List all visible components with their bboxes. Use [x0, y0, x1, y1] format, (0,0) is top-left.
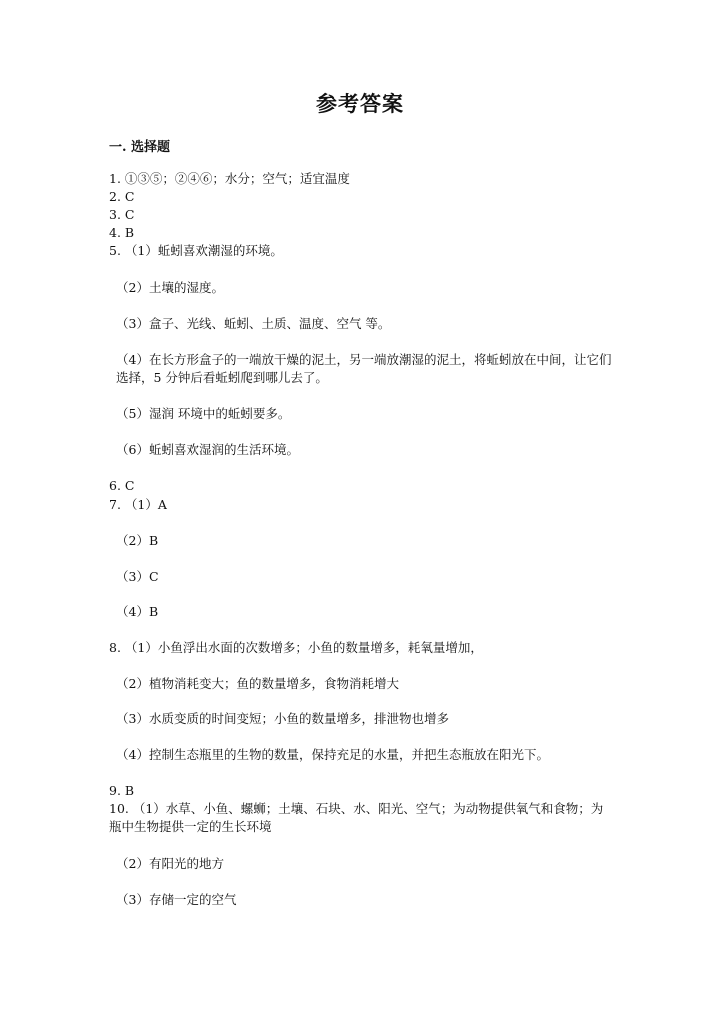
answer-line: （5）湿润 环境中的蚯蚓要多。 — [116, 406, 291, 421]
answer-line: 4. B — [109, 225, 135, 240]
answer-line: （2）B — [116, 533, 159, 548]
answer-line: 2. C — [109, 189, 135, 204]
answer-line: 6. C — [109, 478, 135, 493]
answer-line: （3）水质变质的时间变短；小鱼的数量增多，排泄物也增多 — [116, 711, 449, 726]
answer-line: 9. B — [109, 783, 135, 798]
answer-line: （3）盒子、光线、蚯蚓、土质、温度、空气 等。 — [116, 316, 391, 331]
answer-line: （3）C — [116, 569, 159, 584]
answer-line: 10. （1）水草、小鱼、螺蛳；土壤、石块、水、阳光、空气；为动物提供氧气和食物；为瓶中生物提供一定的生长环境 — [109, 801, 604, 834]
answer-line: 5. （1）蚯蚓喜欢潮湿的环境。 — [109, 243, 283, 258]
answer-line: （2）植物消耗变大；鱼的数量增多，食物消耗增大 — [116, 676, 399, 691]
answer-line: 7. （1）A — [109, 497, 167, 512]
answer-line: （3）存储一定的空气 — [116, 892, 237, 907]
answer-line: （6）蚯蚓喜欢湿润的生活环境。 — [116, 442, 299, 457]
answer-line: （4）在长方形盒子的一端放干燥的泥土，另一端放潮湿的泥土，将蚯蚓放在中间，让它们选择，5 分钟后看蚯蚓爬到哪儿去了。 — [116, 352, 612, 385]
answer-line: （4）控制生态瓶里的生物的数量，保持充足的水量，并把生态瓶放在阳光下。 — [116, 747, 549, 762]
section-heading: 一. 选择题 — [109, 140, 171, 155]
answer-line: （2）有阳光的地方 — [116, 856, 224, 871]
answer-line: （4）B — [116, 604, 159, 619]
answer-line: 3. C — [109, 207, 135, 222]
answer-line: 8. （1）小鱼浮出水面的次数增多；小鱼的数量增多，耗氧量增加， — [109, 640, 483, 655]
answer-line: （2）土壤的湿度。 — [116, 280, 224, 295]
page-title: 参考答案 — [316, 91, 404, 116]
answer-line: 1. ①③⑤；②④⑥；水分；空气；适宜温度 — [109, 171, 350, 186]
